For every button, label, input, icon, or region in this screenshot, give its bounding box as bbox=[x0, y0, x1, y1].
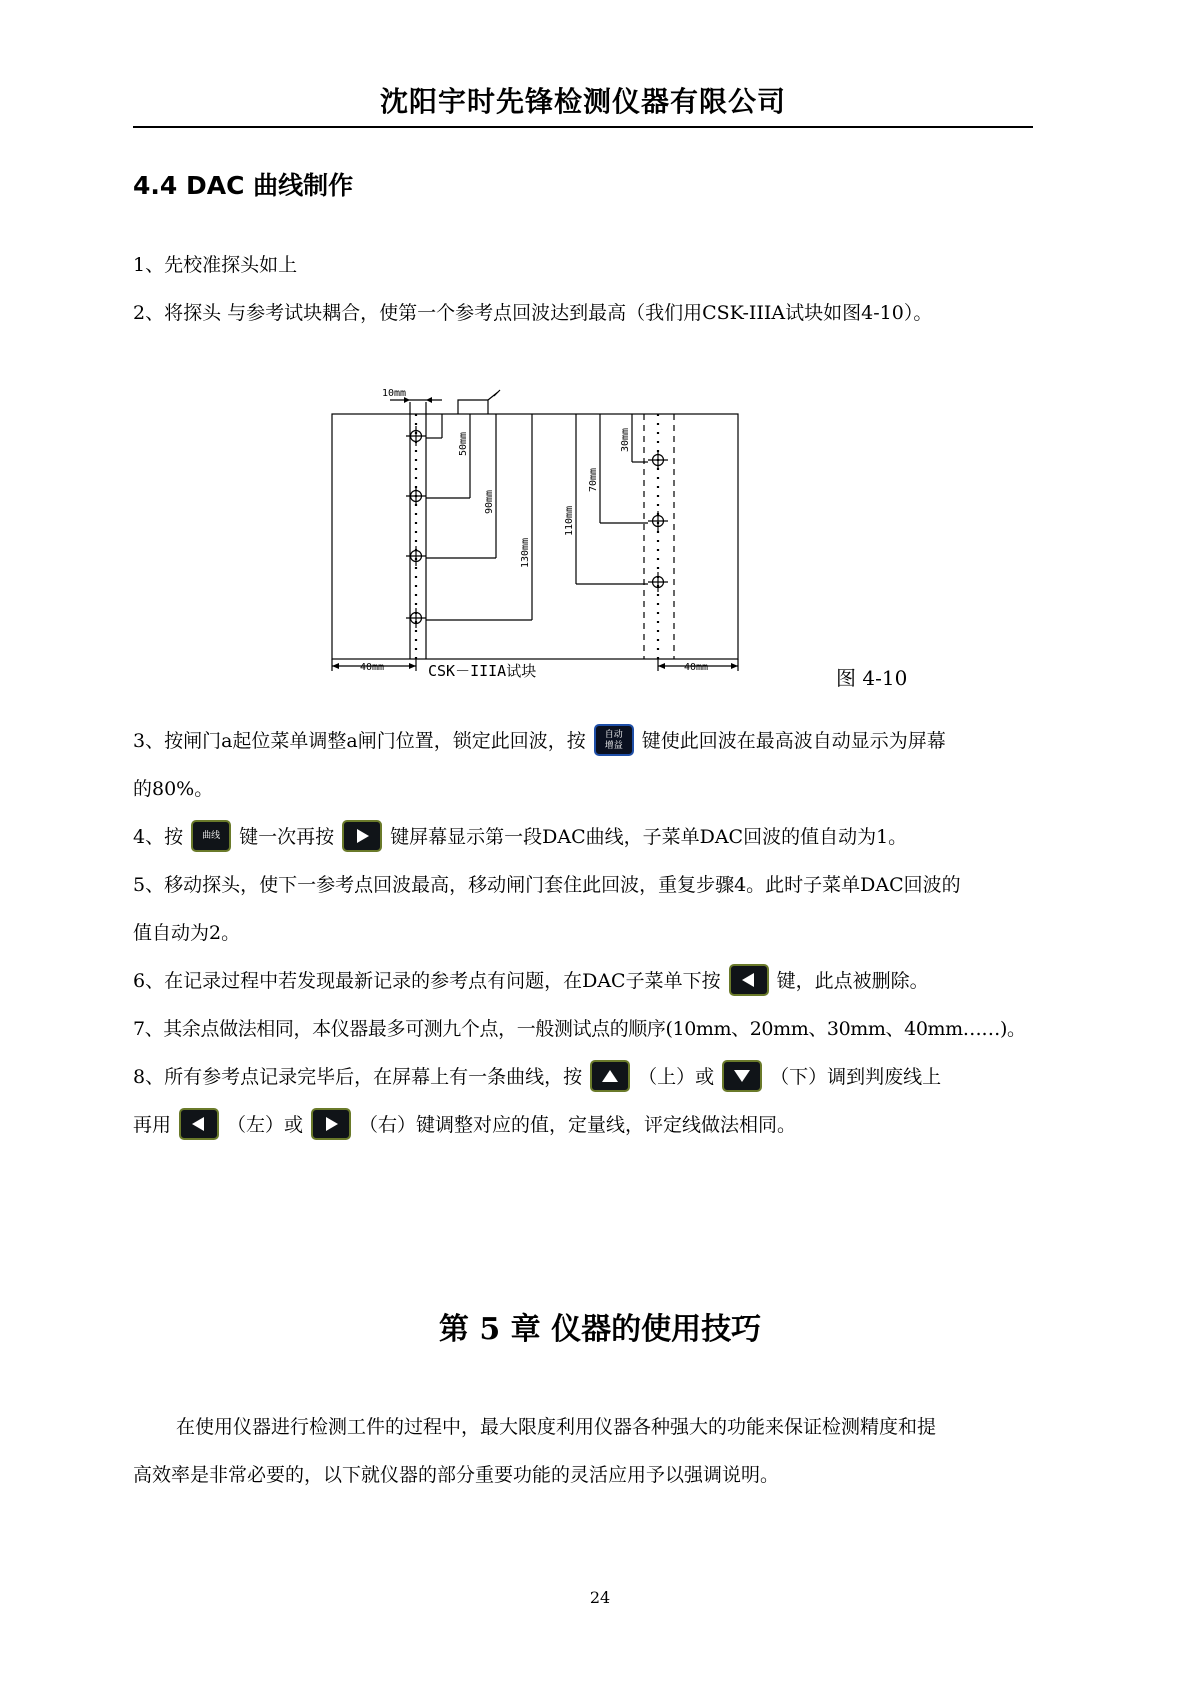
right-arrow-key-icon-2 bbox=[311, 1108, 351, 1140]
section-title: 4.4 DAC 曲线制作 bbox=[133, 171, 354, 200]
block-name-text: CSK－IIIA试块 bbox=[428, 662, 537, 680]
step-8-line-1 bbox=[133, 1062, 1038, 1094]
left-arrow-key-icon bbox=[729, 964, 769, 996]
step-4-text-b: 键一次再按 bbox=[239, 826, 335, 848]
intro-line-2: 高效率是非常必要的，以下就仪器的部分重要功能的灵活应用予以强调说明。 bbox=[133, 1464, 780, 1486]
dim-40-right-text: 40mm bbox=[684, 662, 709, 673]
figure-drawing bbox=[330, 386, 750, 686]
step-7: 7、其余点做法相同，本仪器最多可测九个点，一般测试点的顺序(10mm、20mm、30mm、40mm……)。 bbox=[133, 1018, 1026, 1040]
step-8-text-b: （上）或 bbox=[638, 1066, 715, 1088]
block-outline bbox=[332, 414, 738, 659]
step-4-text-a: 4、按 bbox=[133, 826, 184, 848]
page-number: 24 bbox=[589, 1588, 611, 1607]
company-header: 沈阳宇时先锋检测仪器有限公司 bbox=[379, 85, 786, 118]
step-3-line-1 bbox=[133, 726, 1038, 758]
step-1: 1、先校准探头如上 bbox=[133, 254, 298, 276]
header-rule bbox=[133, 126, 1033, 128]
step-5-line-1: 5、移动探头，使下一参考点回波最高，移动闸门套住此回波，重复步骤4。此时子菜单DAC回波的 bbox=[133, 874, 961, 896]
curve-key-label: 曲线 bbox=[202, 831, 221, 841]
step-4 bbox=[133, 822, 1038, 854]
probe-shape bbox=[458, 400, 488, 414]
probe-cable bbox=[488, 390, 500, 400]
step-8-text-e: （左）或 bbox=[227, 1114, 304, 1136]
step-8-text-c: （下）调到判废线上 bbox=[770, 1066, 942, 1088]
chapter-title: 第 5 章 仪器的使用技巧 bbox=[438, 1312, 762, 1347]
dim-90-text: 90mm bbox=[484, 489, 495, 514]
step-3-text-b: 键使此回波在最高波自动显示为屏幕 bbox=[641, 730, 946, 752]
auto-gain-key-icon bbox=[594, 724, 634, 756]
step-2: 2、将探头 与参考试块耦合，使第一个参考点回波达到最高（我们用CSK-IIIA试块如图4-10）。 bbox=[133, 302, 933, 324]
figure-csk-iiia-block bbox=[330, 386, 750, 690]
right-arrow-key-icon bbox=[342, 820, 382, 852]
step-4-text-c: 键屏幕显示第一段DAC曲线，子菜单DAC回波的值自动为1。 bbox=[390, 826, 908, 848]
dim-30-text: 30mm bbox=[620, 427, 631, 452]
up-arrow-key-icon bbox=[590, 1060, 630, 1092]
step-6-text-a: 6、在记录过程中若发现最新记录的参考点有问题，在DAC子菜单下按 bbox=[133, 970, 721, 992]
curve-key-icon bbox=[191, 820, 231, 852]
intro-line-1: 在使用仪器进行检测工件的过程中，最大限度利用仪器各种强大的功能来保证检测精度和提 bbox=[176, 1416, 937, 1438]
step-8-text-d: 再用 bbox=[133, 1114, 172, 1136]
dim-110-text: 110mm bbox=[564, 505, 575, 536]
step-3-text-a: 3、按闸门a起位菜单调整a闸门位置，锁定此回波，按 bbox=[133, 730, 586, 752]
step-8-line-2 bbox=[133, 1110, 1038, 1142]
auto-gain-key-label-2: 增益 bbox=[604, 741, 623, 751]
dim-70-text: 70mm bbox=[588, 467, 599, 492]
step-8-text-a: 8、所有参考点记录完毕后，在屏幕上有一条曲线，按 bbox=[133, 1066, 583, 1088]
auto-gain-key-label-1: 自动 bbox=[604, 730, 623, 740]
step-6-text-b: 键，此点被删除。 bbox=[776, 970, 929, 992]
dim-40-left-text: 40mm bbox=[360, 662, 385, 673]
step-8-text-f: （右）键调整对应的值，定量线，评定线做法相同。 bbox=[359, 1114, 797, 1136]
down-arrow-key-icon bbox=[722, 1060, 762, 1092]
step-6 bbox=[133, 966, 1038, 998]
dim-10-text: 10mm bbox=[382, 388, 407, 399]
dim-130-text: 130mm bbox=[520, 537, 531, 568]
step-5-line-2: 值自动为2。 bbox=[133, 922, 241, 944]
dim-50-text: 50mm bbox=[458, 431, 469, 456]
step-3-line-2: 的80%。 bbox=[133, 778, 214, 800]
figure-label: 图 4-10 bbox=[836, 666, 908, 690]
left-arrow-key-icon-2 bbox=[179, 1108, 219, 1140]
